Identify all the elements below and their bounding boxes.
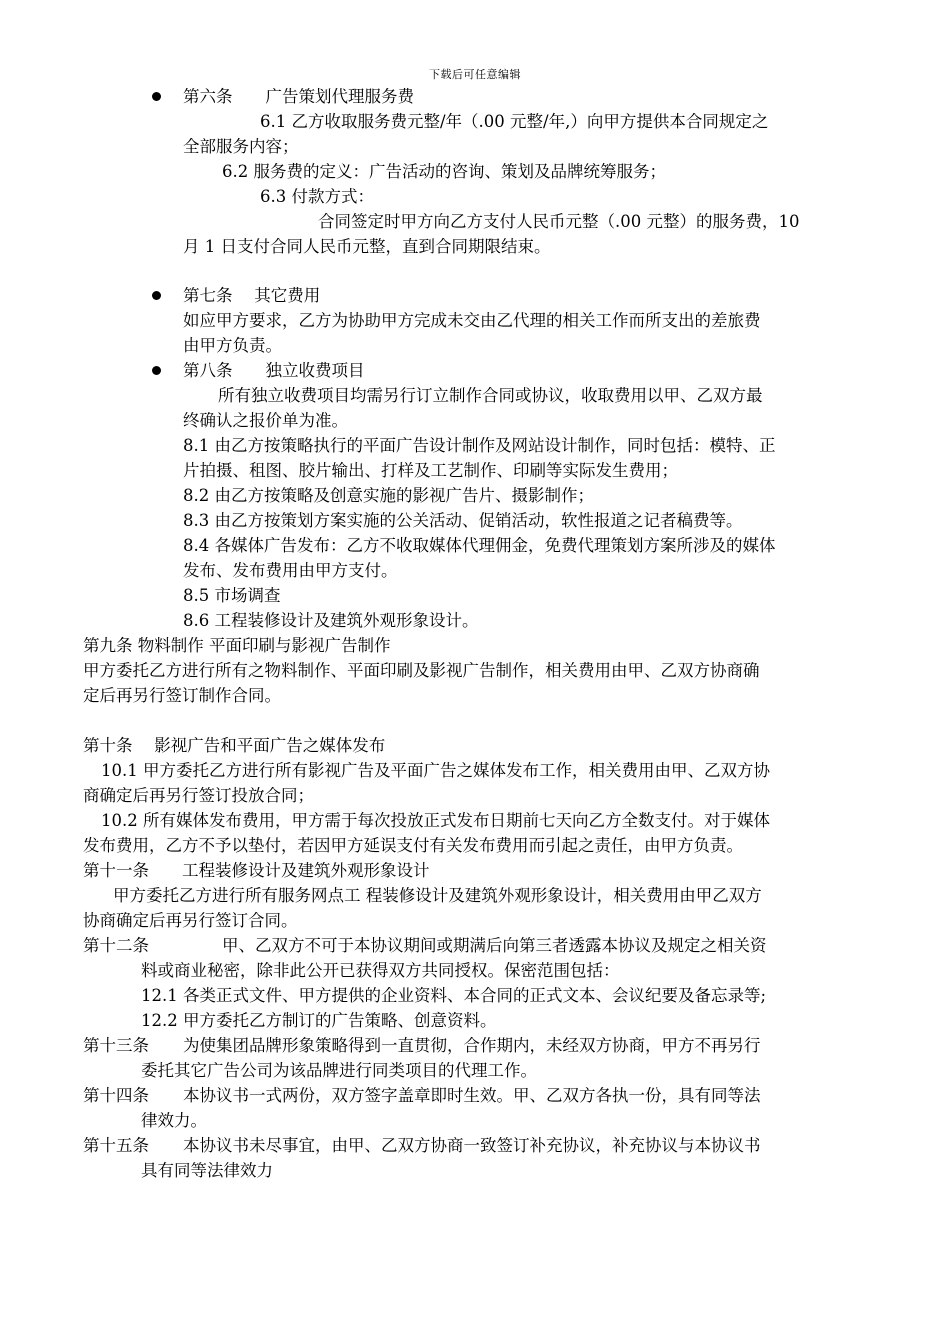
article-8-1-line2: 片拍摄、租图、胶片输出、打样及工艺制作、印刷等实际发生费用； [183,461,678,480]
article-10-1-line2: 商确定后再另行签订投放合同； [83,786,314,805]
article-8-line1: 所有独立收费项目均需另行订立制作合同或协议，收取费用以甲、乙双方最 [218,386,763,405]
article-15-line2: 具有同等法律效力 [141,1161,273,1180]
article-13-line1: 为使集团品牌形象策略得到一直贯彻，合作期内，未经双方协商，甲方不再另行 [183,1036,761,1055]
article-6-1-line2: 全部服务内容； [183,137,299,156]
article-8-2: 8.2 由乙方按策略及创意实施的影视广告片、摄影制作； [183,486,594,505]
article-7-line2: 由甲方负责。 [183,336,282,355]
article-10-2-line2: 发布费用，乙方不予以垫付，若因甲方延误支付有关发布费用而引起之责任，由甲方负责。 [83,836,743,855]
article-8-4-line1: 8.4 各媒体广告发布：乙方不收取媒体代理佣金，免费代理策划方案所涉及的媒体 [183,536,776,555]
article-6-1-line1: 6.1 乙方收取服务费元整/年（.00 元整/年,）向甲方提供本合同规定之 [260,112,769,131]
article-14-label: 第十四条 [83,1086,149,1105]
article-6-2: 6.2 服务费的定义：广告活动的咨询、策划及品牌统筹服务； [222,162,666,181]
article-12-label: 第十二条 [83,936,149,955]
article-12-line2: 料或商业秘密，除非此公开已获得双方共同授权。保密范围包括： [141,961,620,980]
article-10-2-line1: 10.2 所有媒体发布费用，甲方需于每次投放正式发布日期前七天向乙方全数支付。对于媒体 [101,811,770,830]
article-7-line1: 如应甲方要求，乙方为协助甲方完成未交由乙代理的相关工作而所支出的差旅费 [183,311,761,330]
article-8-1-line1: 8.1 由乙方按策略执行的平面广告设计制作及网站设计制作，同时包括：模特、正 [183,436,776,455]
bullet-icon [152,291,161,300]
article-12-2: 12.2 甲方委托乙方制订的广告策略、创意资料。 [141,1011,497,1030]
article-9-title: 第九条 物料制作 平面印刷与影视广告制作 [83,636,391,655]
article-6-title: 第六条 广告策划代理服务费 [183,87,414,106]
article-8-title: 第八条 独立收费项目 [183,361,365,380]
article-6-3-line1: 合同签定时甲方向乙方支付人民币元整（.00 元整）的服务费，10 [318,212,800,231]
article-6-3-line2: 月 1 日支付合同人民币元整，直到合同期限结束。 [183,237,551,256]
article-8-3: 8.3 由乙方按策划方案实施的公关活动、促销活动，软性报道之记者稿费等。 [183,511,743,530]
article-8-5: 8.5 市场调查 [183,586,281,605]
article-8-6: 8.6 工程装修设计及建筑外观形象设计。 [183,611,479,630]
bullet-icon [152,92,161,101]
article-13-label: 第十三条 [83,1036,149,1055]
article-14-line2: 律效力。 [141,1111,207,1130]
article-6-3: 6.3 付款方式： [260,187,374,206]
article-11-title: 第十一条 工程装修设计及建筑外观形象设计 [83,861,430,880]
article-14-line1: 本协议书一式两份，双方签字盖章即时生效。甲、乙双方各执一份，具有同等法 [183,1086,761,1105]
article-11-line1: 甲方委托乙方进行所有服务网点工 程装修设计及建筑外观形象设计，相关费用由甲乙双方 [113,886,762,905]
article-13-line2: 委托其它广告公司为该品牌进行同类项目的代理工作。 [141,1061,537,1080]
article-15-label: 第十五条 [83,1136,149,1155]
article-7-title: 第七条 其它费用 [183,286,321,305]
article-8-4-line2: 发布、发布费用由甲方支付。 [183,561,398,580]
bullet-icon [152,366,161,375]
article-11-line2: 协商确定后再另行签订合同。 [83,911,298,930]
article-10-1-line1: 10.1 甲方委托乙方进行所有影视广告及平面广告之媒体发布工作，相关费用由甲、乙双方协 [101,761,770,780]
page-header: 下载后可任意编辑 [429,68,521,81]
article-12-line1: 甲、乙双方不可于本协议期间或期满后向第三者透露本协议及规定之相关资 [222,936,767,955]
article-9-line1: 甲方委托乙方进行所有之物料制作、平面印刷及影视广告制作，相关费用由甲、乙双方协商确 [83,661,760,680]
article-9-line2: 定后再另行签订制作合同。 [83,686,281,705]
article-15-line1: 本协议书未尽事宜，由甲、乙双方协商一致签订补充协议，补充协议与本协议书 [183,1136,761,1155]
article-12-1: 12.1 各类正式文件、甲方提供的企业资料、本合同的正式文本、会议纪要及备忘录等; [141,986,767,1005]
article-8-line2: 终确认之报价单为准。 [183,411,348,430]
article-10-title: 第十条 影视广告和平面广告之媒体发布 [83,736,386,755]
